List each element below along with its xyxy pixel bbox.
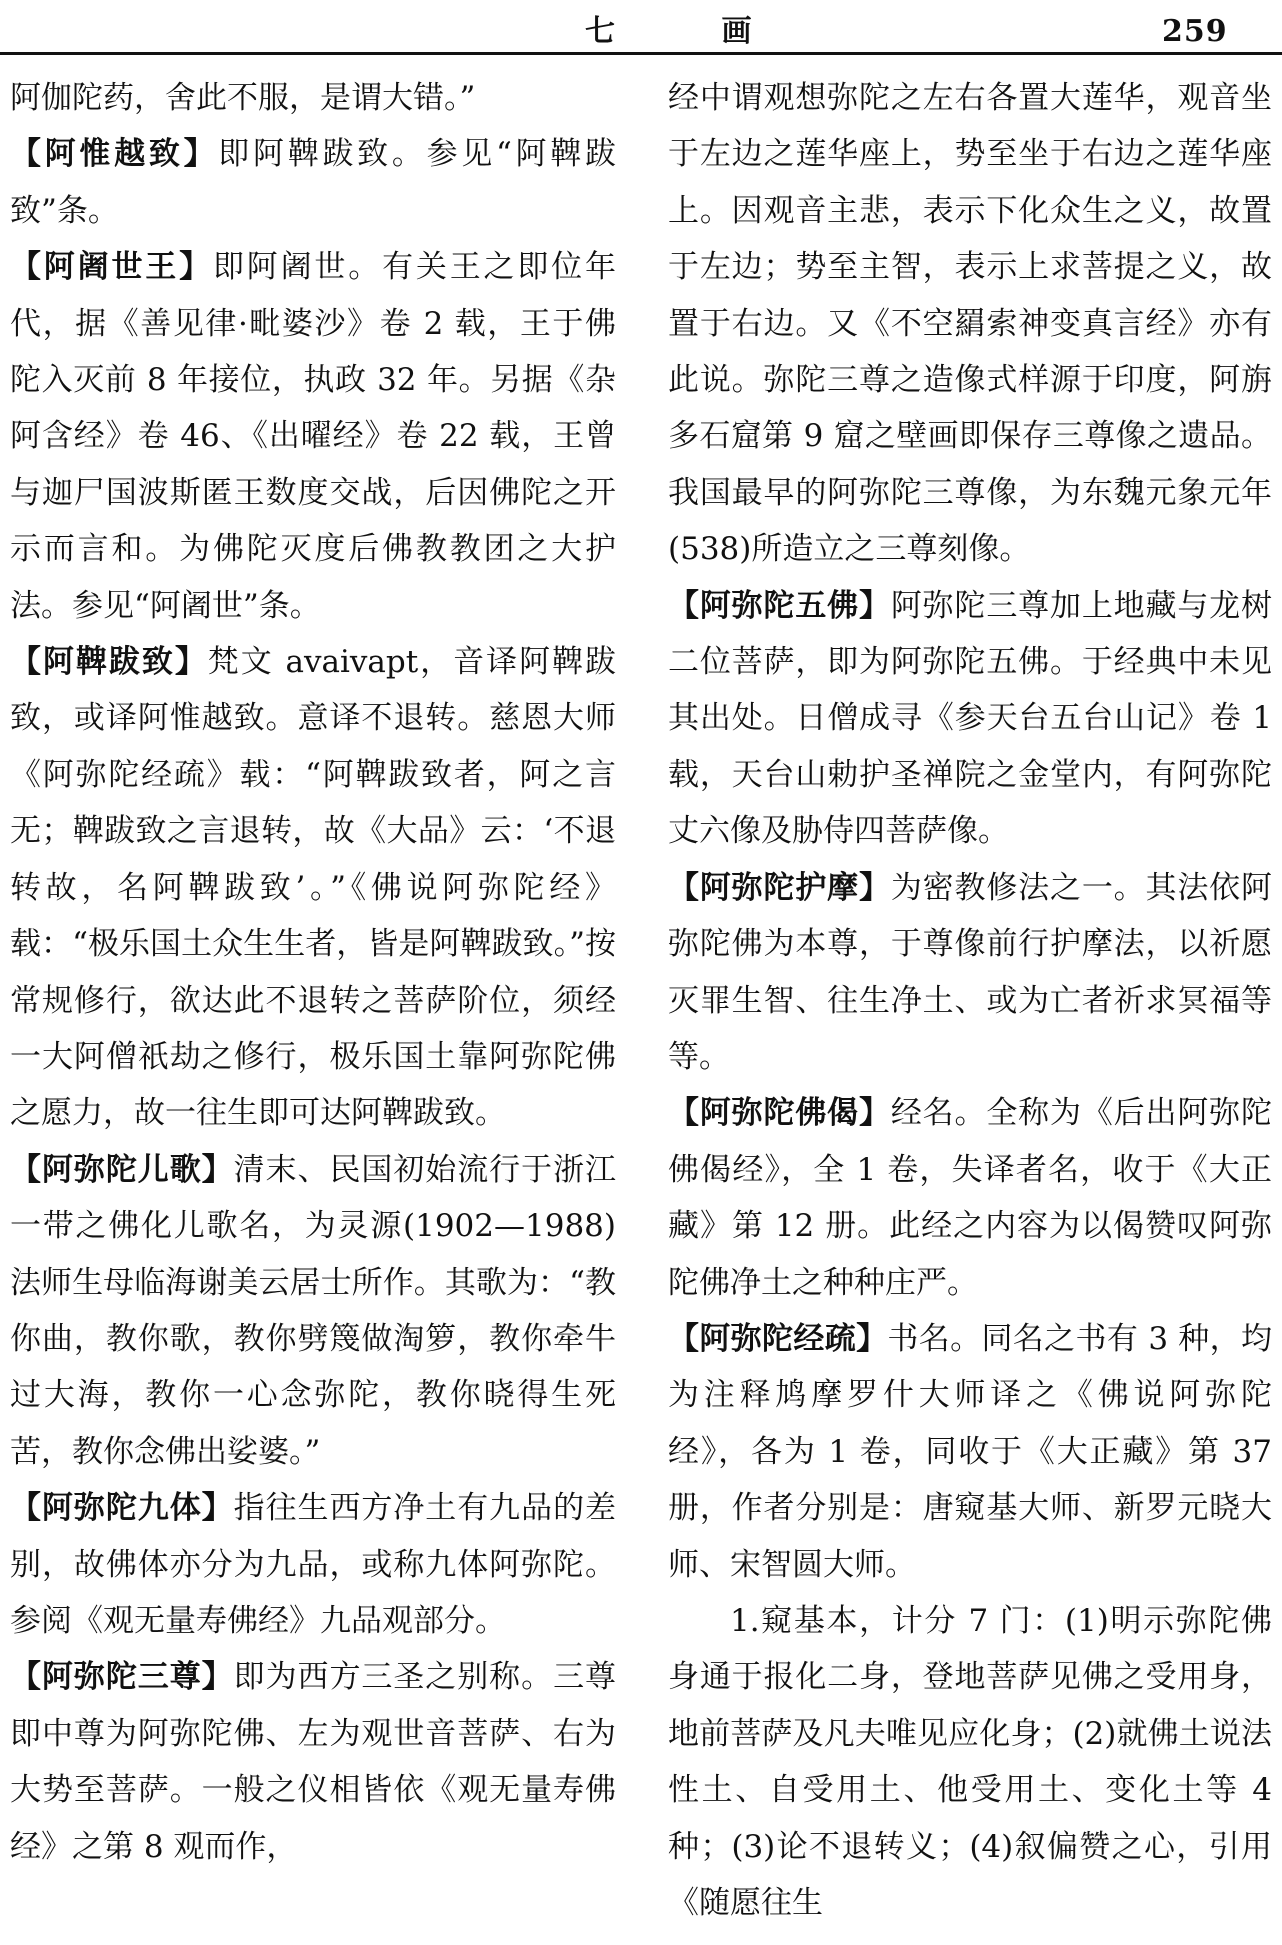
left-column (10, 70, 616, 1940)
entry-paragraph (668, 1311, 1272, 1593)
entry-paragraph (668, 1085, 1272, 1311)
entry-text: 阿弥陀三尊加上地藏与龙树二位菩萨，即为阿弥陀五佛。于经典中未见其出处。日僧成寻《参天台五台山记》卷 1 载，天台山勅护圣禅院之金堂内，有阿弥陀丈六像及胁侍四菩萨像。 (668, 587, 1272, 850)
entry-text: 阿伽陀药，舍此不服，是谓大错。” (10, 80, 476, 116)
entry-paragraph (10, 239, 616, 634)
entry-paragraph (10, 1480, 616, 1649)
entry-text: 即阿阇世。有关王之即位年代，据《善见律·毗婆沙》卷 2 载，王于佛陀入灭前 8 年接位，执政 32 年。另据《杂阿含经》卷 46、《出曜经》卷 22 载，王曾与迦尸国波斯匿王数度交战，后因佛陀之开示而言和。为佛陀灭度后佛教教团之大护法。参见“阿阇世”条。 (10, 249, 616, 624)
entry-headword: 【阿弥陀三尊】 (10, 1659, 234, 1696)
entry-headword: 【阿弥陀佛偈】 (668, 1095, 891, 1132)
entry-paragraph (668, 70, 1272, 578)
entry-text: 清末、民国初始流行于浙江一带之佛化儿歌名，为灵源(1902—1988)法师生母临海谢美云居士所作。其歌为：“教你曲，教你歌，教你劈篾做淘箩，教你牵牛过大海，教你一心念弥陀，教你晓得生死苦，教你念佛出娑婆。” (10, 1151, 616, 1470)
entry-paragraph-indented (668, 1593, 1272, 1931)
entry-paragraph (10, 70, 616, 126)
entry-text: 书名。同名之书有 3 种，均为注释鸠摩罗什大师译之《佛说阿弥陀经》，各为 1 卷，同收于《大正藏》第 37 册，作者分别是：唐窥基大师、新罗元晓大师、宋智圆大师。 (668, 1320, 1272, 1583)
entry-text: 经名。全称为《后出阿弥陀佛偈经》，全 1 卷，失译者名，收于《大正藏》第 12 册。此经之内容为以偈赞叹阿弥陀佛净土之种种庄严。 (668, 1095, 1272, 1301)
page-header (0, 0, 1282, 60)
entry-headword: 【阿弥陀五佛】 (668, 587, 891, 624)
entry-paragraph (10, 1649, 616, 1875)
right-column (668, 70, 1272, 1940)
entry-text: 指往生西方净土有九品的差别，故佛体亦分为九品，或称九体阿弥陀。参阅《观无量寿佛经》九品观部分。 (10, 1490, 616, 1639)
entry-text: 经中谓观想弥陀之左右各置大莲华，观音坐于左边之莲华座上，势至坐于右边之莲华座上。因观音主悲，表示下化众生之义，故置于左边；势至主智，表示上求菩提之义，故置于右边。又《不空羂索神变真言经》亦有此说。弥陀三尊之造像式样源于印度，阿旃多石窟第 9 窟之壁画即保存三尊像之遗品。我国最早的阿弥陀三尊像，为东魏元象元年(538)所造立之三尊刻像。 (668, 80, 1272, 568)
entry-text: 即阿鞞跋致。参见“阿鞞跋致”条。 (10, 136, 616, 229)
entry-headword: 【阿弥陀九体】 (10, 1490, 234, 1527)
entry-text: 1.窥基本，计分 7 门：(1)明示弥陀佛身通于报化二身，登地菩萨见佛之受用身，地前菩萨及凡夫唯见应化身；(2)就佛土说法性土、自受用土、他受用土、变化土等 4 种；(3)论不退转义；(4)叙偏赞之心，引用《随愿往生 (668, 1602, 1272, 1921)
entry-text: 即为西方三圣之别称。三尊即中尊为阿弥陀佛、左为观世音菩萨、右为大势至菩萨。一般之仪相皆依《观无量寿佛经》之第 8 观而作， (10, 1659, 616, 1865)
entry-paragraph (668, 578, 1272, 860)
entry-headword: 【阿弥陀儿歌】 (10, 1151, 234, 1188)
entry-headword: 【阿惟越致】 (10, 136, 219, 173)
entry-headword: 【阿弥陀经疏】 (668, 1320, 888, 1357)
entry-paragraph (668, 860, 1272, 1086)
entry-headword: 【阿鞞跋致】 (10, 644, 208, 681)
page-number: 259 (1162, 14, 1228, 49)
entry-headword: 【阿阇世王】 (10, 249, 213, 286)
entry-paragraph (10, 126, 616, 239)
entry-paragraph (10, 1142, 616, 1480)
header-rule (0, 52, 1282, 55)
entry-headword: 【阿弥陀护摩】 (668, 869, 891, 906)
entry-paragraph (10, 634, 616, 1142)
entry-text: 梵文 avaivapt，音译阿鞞跋致，或译阿惟越致。意译不退转。慈恩大师《阿弥陀经疏》载：“阿鞞跋致者，阿之言无；鞞跋致之言退转，故《大品》云：‘不退转故，名阿鞞跋致’。”《佛说阿弥陀经》载：“极乐国土众生生者，皆是阿鞞跋致。”按常规修行，欲达此不退转之菩萨阶位，须经一大阿僧祇劫之修行，极乐国土靠阿弥陀佛之愿力，故一往生即可达阿鞞跋致。 (10, 644, 616, 1132)
entry-text: 为密教修法之一。其法依阿弥陀佛为本尊，于尊像前行护摩法，以祈愿灭罪生智、往生净土、或为亡者祈求冥福等等。 (668, 869, 1272, 1075)
running-title: 七 画 (585, 14, 800, 49)
